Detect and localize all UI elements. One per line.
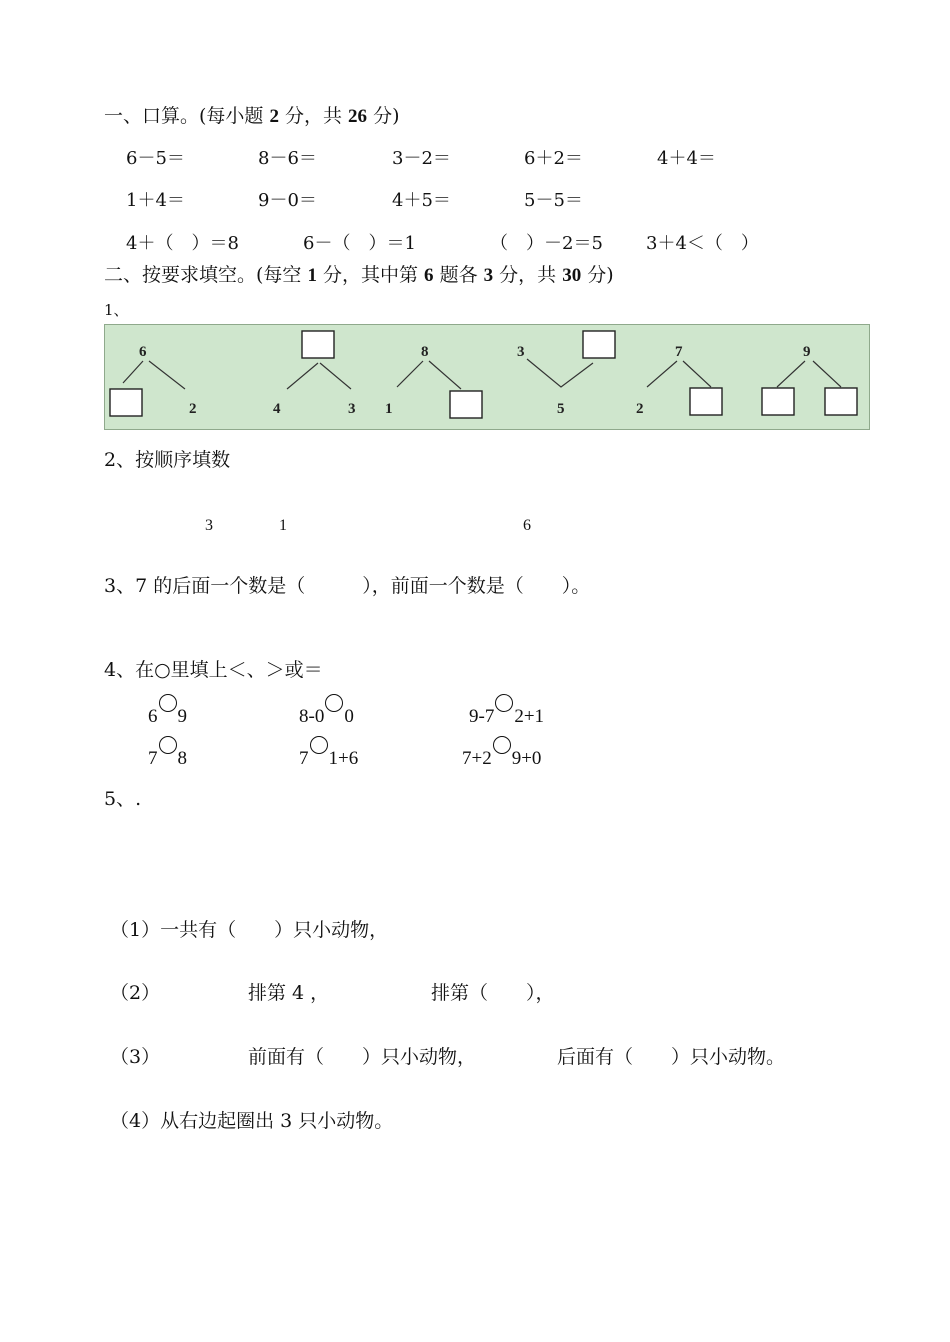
tree-branches: [527, 359, 593, 387]
tree-left-number: 2: [636, 401, 644, 417]
q2-label: 2、按顺序填数: [104, 449, 231, 471]
tree-left-number: 1: [385, 401, 393, 417]
fill-blank-item: 4＋（ ）＝8: [126, 233, 239, 254]
q1-label: 1、: [104, 301, 129, 319]
compare-circle[interactable]: [159, 694, 177, 712]
q5-sub2-part1: 排第 4 ，: [248, 982, 330, 1004]
tree-bottom-number: 5: [557, 401, 565, 417]
tree-right-number: 3: [348, 401, 356, 417]
q5-label: 5、.: [104, 788, 142, 810]
tree-branches: [123, 361, 185, 389]
compare-circle[interactable]: [493, 736, 511, 754]
split-tree-2: [273, 331, 356, 417]
tree-right-number: 2: [189, 401, 197, 417]
split-tree-5: [636, 344, 722, 417]
tree-left-number: 4: [273, 401, 281, 417]
answer-box[interactable]: [825, 388, 857, 415]
section1-heading: 一、口算。(每小题 2 分，共 26 分): [104, 105, 400, 127]
q5-sub3-part2: 后面有（ ）只小动物。: [557, 1046, 786, 1068]
arith-item: 6－5＝: [126, 148, 185, 169]
q5-sub1: （1）一共有（ ）只小动物，: [110, 919, 389, 941]
compare-item: 7 1+6: [299, 746, 358, 770]
tree-top-number: 3: [517, 344, 525, 360]
arith-item: 4＋4＝: [657, 148, 716, 169]
q5-sub2-part2: 排第（ ），: [431, 982, 555, 1004]
fill-blank-item: （ ）－2＝5: [490, 233, 603, 254]
number-split-panel: [104, 324, 870, 430]
answer-box[interactable]: [302, 331, 334, 358]
tree-branches: [397, 361, 461, 389]
arith-item: 5－5＝: [524, 190, 583, 211]
q5-sub4: （4）从右边起圈出 3 只小动物。: [110, 1110, 394, 1132]
q5-sub3-number: （3）: [110, 1046, 161, 1068]
compare-item: 7 8: [148, 746, 187, 770]
split-tree-4: [517, 331, 615, 417]
tree-branches: [647, 361, 711, 387]
answer-box[interactable]: [690, 388, 722, 415]
answer-box[interactable]: [583, 331, 615, 358]
answer-box[interactable]: [450, 391, 482, 418]
arith-item: 8－6＝: [258, 148, 317, 169]
number-split-diagram: [105, 325, 871, 431]
answer-box[interactable]: [762, 388, 794, 415]
sequence-number: 6: [523, 517, 531, 534]
split-tree-3: [385, 344, 482, 418]
compare-item: 6 9: [148, 704, 187, 728]
tree-top-number: 7: [675, 344, 683, 360]
tree-branches: [287, 363, 351, 389]
section2-heading: 二、按要求填空。(每空 1 分，其中第 6 题各 3 分，共 30 分): [104, 264, 614, 286]
compare-circle[interactable]: [325, 694, 343, 712]
compare-circle[interactable]: [310, 736, 328, 754]
split-tree-6: [762, 344, 857, 415]
answer-box[interactable]: [110, 389, 142, 416]
arith-item: 1＋4＝: [126, 190, 185, 211]
compare-item: 7+2 9+0: [462, 746, 541, 770]
fill-blank-item: 6－（ ）＝1: [303, 233, 416, 254]
q4-label: 4、在○里填上＜、＞或＝: [104, 659, 323, 681]
tree-branches: [777, 361, 841, 387]
sequence-number: 3: [205, 517, 213, 534]
compare-circle[interactable]: [495, 694, 513, 712]
tree-top-number: 8: [421, 344, 429, 360]
q5-sub3-part1: 前面有（ ）只小动物，: [248, 1046, 477, 1068]
sequence-number: 1: [279, 517, 287, 534]
compare-item: 8-0 0: [299, 704, 354, 728]
tree-top-number: 9: [803, 344, 811, 360]
compare-item: 9-7 2+1: [469, 704, 544, 728]
arith-item: 9－0＝: [258, 190, 317, 211]
arith-item: 4＋5＝: [392, 190, 451, 211]
q5-sub2-number: （2）: [110, 982, 161, 1004]
tree-top-number: 6: [139, 344, 147, 360]
arith-item: 6＋2＝: [524, 148, 583, 169]
fill-blank-item: 3＋4＜（ ）: [646, 233, 759, 254]
compare-circle[interactable]: [159, 736, 177, 754]
split-tree-1: [110, 344, 197, 417]
q3-text: 3、7 的后面一个数是（ ），前面一个数是（ ）。: [104, 575, 591, 597]
arith-item: 3－2＝: [392, 148, 451, 169]
